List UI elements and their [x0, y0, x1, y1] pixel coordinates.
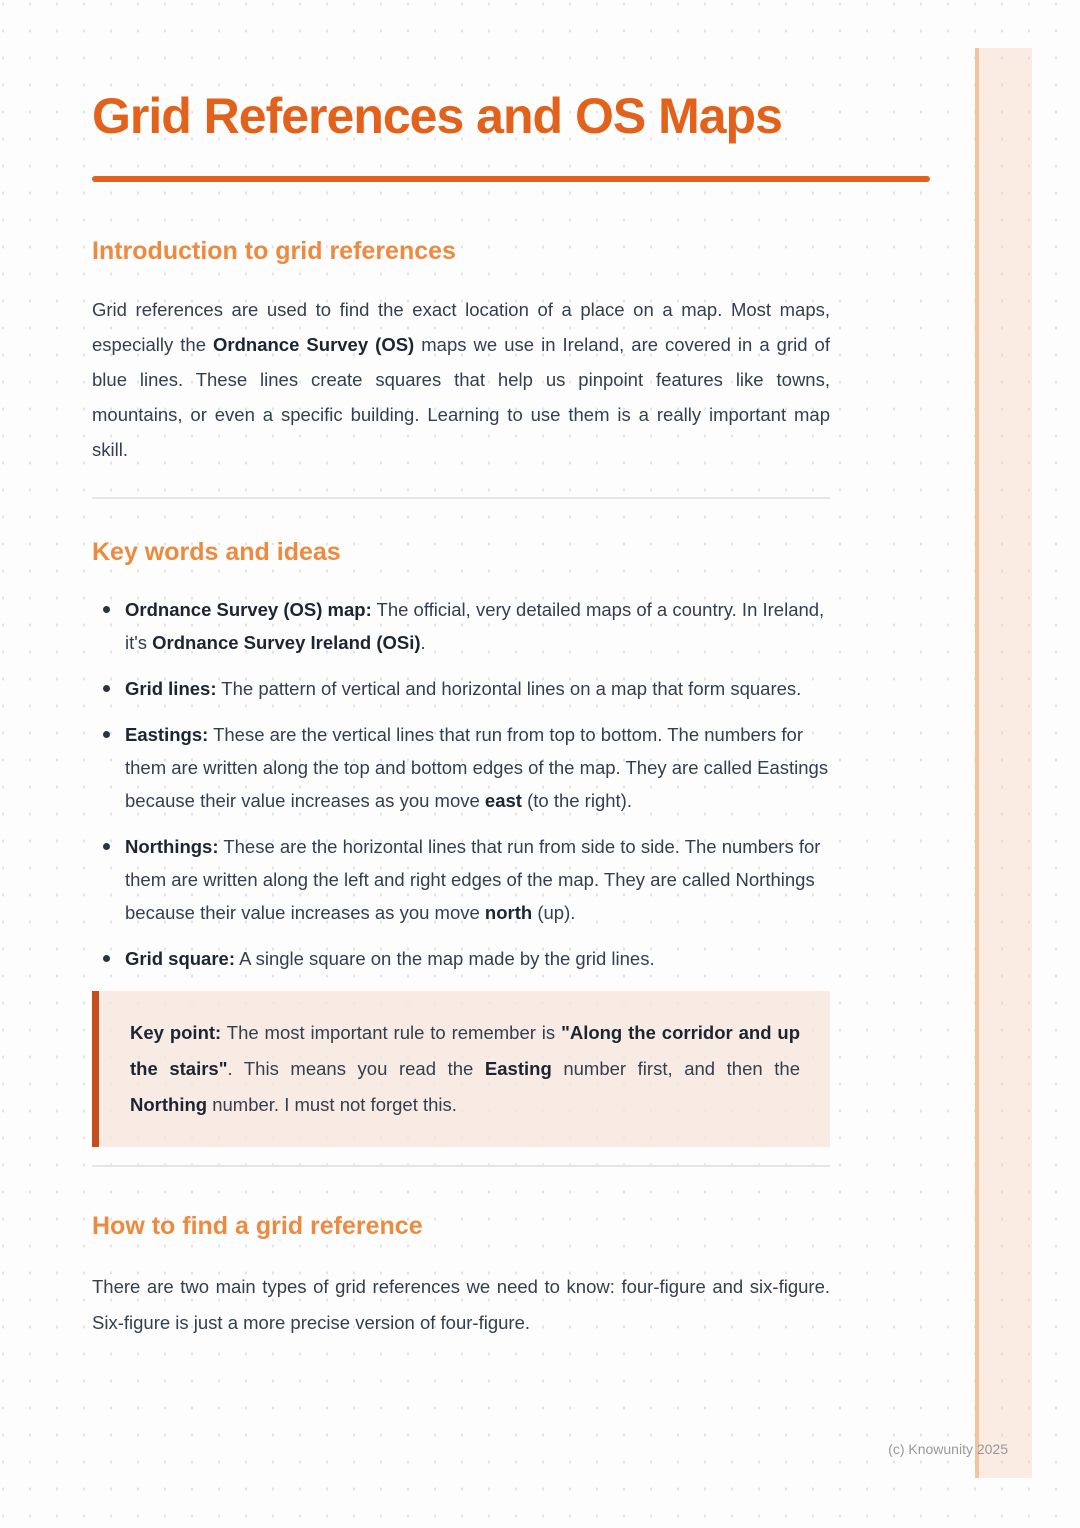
list-item-eastings [92, 718, 830, 817]
section-introduction [92, 236, 930, 467]
title-rule [92, 176, 930, 182]
page-title: Grid References and OS Maps [92, 88, 782, 144]
bullet-icon [103, 955, 110, 962]
bullet-icon [103, 685, 110, 692]
intro-paragraph: Grid references are used to find the exact location of a place on a map. Most maps, especially the Ordnance Survey (OS) maps we use in Ireland, are covered in a grid of blue lines. These lines create squares that help us pinpoint features like towns, mountains, or even a specific building. Learning to use them is a really important map skill. [92, 299, 830, 460]
list-item-grid-lines [92, 672, 830, 705]
right-accent-stripe [975, 48, 1032, 1478]
bullet-icon [103, 731, 110, 738]
list-item-northings [92, 830, 830, 929]
howto-paragraph: There are two main types of grid references we need to know: four-figure and six-figure. Six-figure is just a more precise version of four-figure. [92, 1276, 830, 1333]
list-item-grid-square [92, 942, 830, 975]
key-point-text: Key point: The most important rule to remember is "Along the corridor and up the stairs". This means you read the Easting number first, and then the Northing number. I must not forget this. [130, 1022, 800, 1115]
section-divider [92, 1165, 830, 1167]
list-item-text: Ordnance Survey (OS) map: The official, very detailed maps of a country. In Ireland, it's Ordnance Survey Ireland (OSi). [125, 599, 825, 653]
list-item-text: Grid square: A single square on the map made by the grid lines. [125, 948, 655, 969]
bullet-icon [103, 843, 110, 850]
list-item-text: Grid lines: The pattern of vertical and horizontal lines on a map that form squares. [125, 678, 802, 699]
section-heading-keywords: Key words and ideas [92, 538, 341, 566]
key-point-callout [92, 991, 830, 1147]
section-heading-howto: How to find a grid reference [92, 1212, 423, 1240]
section-keywords [92, 537, 930, 1147]
copyright-footer: (c) Knowunity 2025 [888, 1441, 1008, 1457]
keyword-list [92, 593, 830, 975]
section-divider [92, 497, 830, 499]
list-item-text: Northings: These are the horizontal lines that run from side to side. The numbers for them are written along the left and right edges of the map. They are called Northings because their value increases as you move north (up). [125, 836, 821, 923]
bullet-icon [103, 606, 110, 613]
section-heading-introduction: Introduction to grid references [92, 237, 456, 265]
list-item-text: Eastings: These are the vertical lines that run from top to bottom. The numbers for them are written along the top and bottom edges of the map. They are called Eastings because their value increases as you move east (to the right). [125, 724, 829, 811]
section-howto [92, 1211, 930, 1341]
list-item-os-map [92, 593, 830, 659]
